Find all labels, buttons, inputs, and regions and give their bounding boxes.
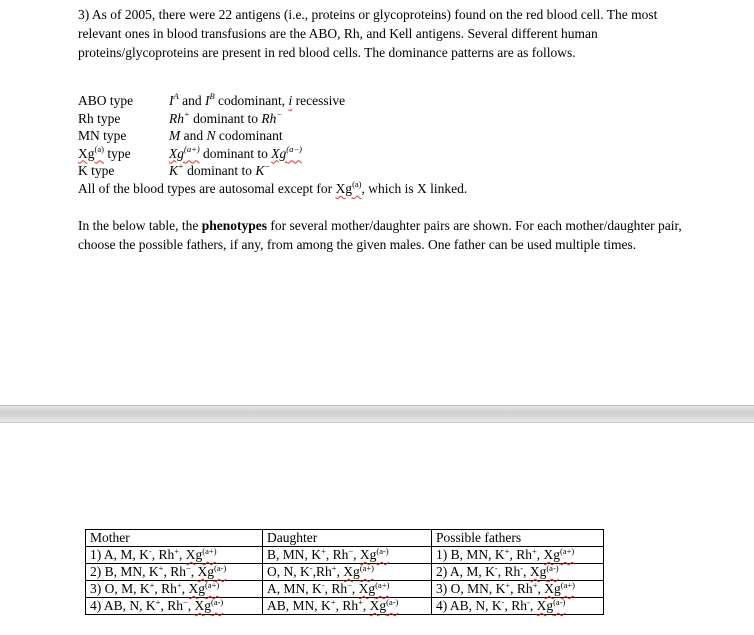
- daughter-cell: AB, MN, K+, Rh+, $Xg^{(a-)}$: [263, 598, 432, 615]
- abo-type-label: ABO type: [78, 93, 134, 108]
- abo-row: [78, 92, 345, 110]
- abo-type-rule: $I^A$ and $I^B$ codominant, i recessive: [169, 91, 346, 108]
- mother-cell: 2) B, MN, K+, Rh−, $Xg^{(a-)}$: [86, 564, 263, 581]
- mother-cell: 4) AB, N, K+, Rh−, $Xg^{(a-)}$: [86, 598, 263, 615]
- mn-type-label: MN type: [78, 128, 127, 143]
- father-cell: 1) B, MN, K+, Rh+, $Xg^{(a+)}$: [432, 547, 604, 564]
- rh-type-rule: Rh+ dominant to Rh−: [169, 108, 283, 126]
- k-type-rule: K+ dominant to K−: [169, 161, 271, 178]
- mn-type-rule: M and N codominant: [169, 128, 283, 143]
- xga-type-label: Xg$^{(a)}$ type: [78, 143, 131, 161]
- mother-cell: 1) A, M, K-, Rh+, $Xg^{(a+)}$: [86, 547, 263, 564]
- table-instructions: [78, 216, 698, 254]
- header-daughter: Daughter: [263, 530, 432, 547]
- daughter-cell: A, MN, K-, Rh−, $Xg^{(a+)}$: [263, 581, 432, 598]
- instructions-bold-phenotypes: phenotypes: [201, 218, 267, 233]
- rh-row: [78, 110, 345, 128]
- mother-cell: 3) O, M, K+, Rh+, $Xg^{(a+)}$: [86, 581, 263, 598]
- header-possible-fathers: Possible fathers: [432, 530, 604, 547]
- instructions-text-1: In the below table, the: [78, 218, 202, 233]
- k-type-label: K type: [78, 163, 115, 178]
- header-mother: Mother: [86, 530, 263, 547]
- table-header-row: [86, 530, 604, 547]
- mn-row: [78, 127, 345, 145]
- table-row: [86, 564, 604, 581]
- intro-paragraph: 3) As of 2005, there were 22 antigens (i.e., proteins or glycoproteins) found on the red blood cell. The most relevant ones in blood transfusions are the ABO, Rh, and Kell antigens. Several different human proteins/glycoproteins are present in red blood cells. The dominance patterns are as follows.: [78, 7, 658, 60]
- father-cell: 4) AB, N, K-, Rh-, $Xg^{(a-)}$: [432, 598, 604, 615]
- rh-type-label: Rh type: [78, 110, 121, 126]
- phenotype-table: [85, 529, 604, 615]
- daughter-cell: B, MN, K+, Rh−, $Xg^{(a-)}$: [263, 547, 432, 564]
- xga-row: [78, 145, 345, 163]
- dominance-patterns: [78, 92, 345, 180]
- father-cell: 3) O, MN, K+, Rh+, $Xg^{(a+)}$: [432, 581, 604, 598]
- father-cell: 2) A, M, K-, Rh-, $Xg^{(a-)}$: [432, 564, 604, 581]
- autosomal-note: All of the blood types are autosomal except for Xg$^{(a)}$, which is X linked.: [78, 179, 468, 196]
- table-row: [86, 598, 604, 615]
- xga-type-rule: $Xg^{(a+)}$ dominant to $Xg^{(a-)}$: [169, 143, 302, 161]
- daughter-cell: O, N, K-,Rh+, $Xg^{(a+)}$: [263, 564, 432, 581]
- table-row: [86, 581, 604, 598]
- k-row: [78, 162, 345, 180]
- instructions-text-2: for several mother/daughter pairs are shown. For each mother/daughter pair, choose the possible fathers, if any, from among the given males. One father can be used multiple times.: [78, 218, 682, 252]
- page-break-divider: [0, 405, 754, 423]
- table-row: [86, 547, 604, 564]
